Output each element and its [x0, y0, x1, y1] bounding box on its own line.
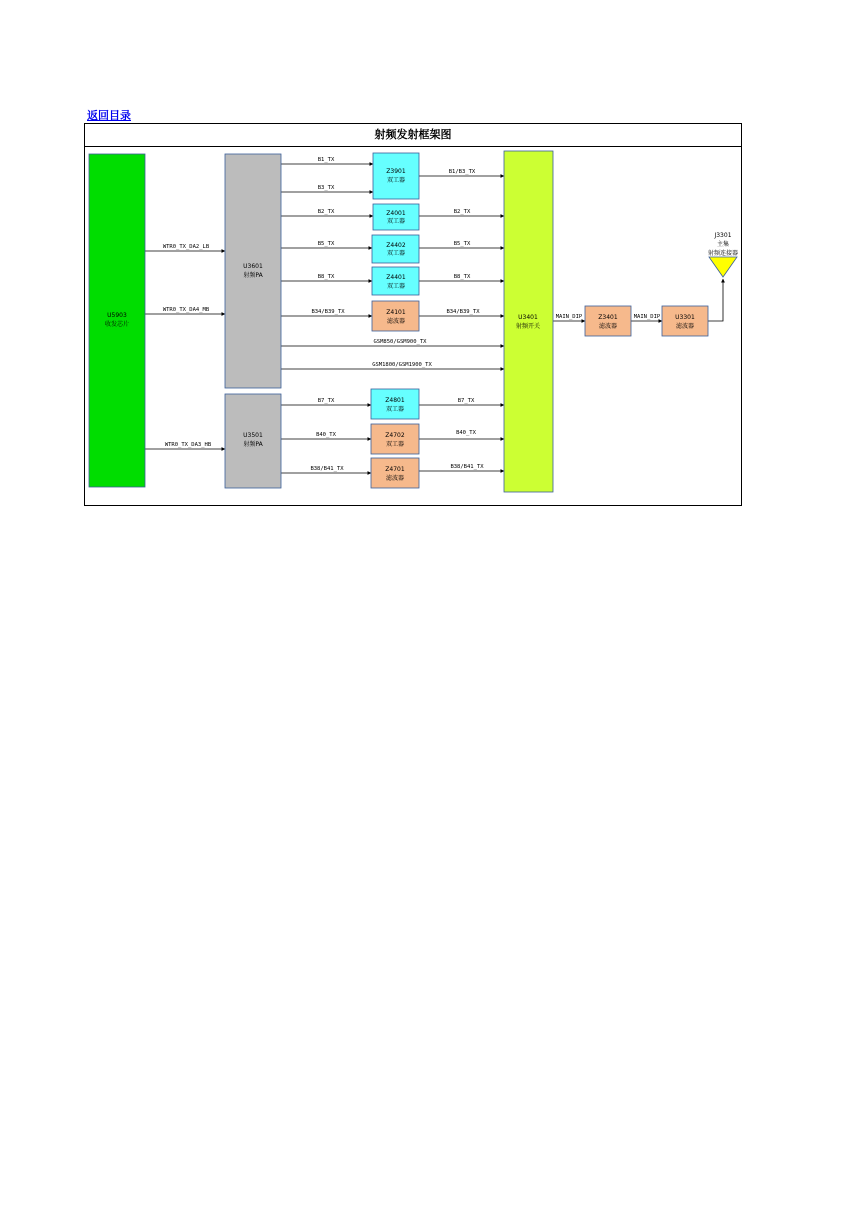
switch-name: 射频开关 — [515, 323, 541, 330]
antenna-id: J3301 — [714, 232, 732, 239]
signal-b8-tx-out: B8_TX — [453, 274, 471, 280]
signal-b3-tx: B3_TX — [317, 185, 335, 191]
z4702-name: 双工器 — [385, 441, 405, 448]
signal-b2-tx-out: B2_TX — [453, 209, 471, 215]
z3901-name: 双工器 — [386, 177, 406, 184]
switch-id: U3401 — [518, 314, 538, 321]
z4402-name: 双工器 — [386, 250, 406, 257]
transceiver-id: U5903 — [107, 312, 127, 319]
z4401-name: 双工器 — [386, 283, 406, 290]
z4101-name: 滤波器 — [386, 318, 406, 325]
z4101-id: Z4101 — [386, 309, 406, 316]
duplexer-z4702-block — [371, 424, 419, 454]
pa-u3601-name: 射频PA — [243, 272, 263, 279]
signal-b38b41-tx-out: B38/B41_TX — [450, 464, 484, 470]
back-to-contents-link[interactable]: 返回目录 — [87, 109, 131, 122]
signal-b8-tx: B8_TX — [317, 274, 335, 280]
z3901-id: Z3901 — [386, 168, 406, 175]
pa-u3501-name: 射频PA — [243, 441, 263, 448]
signal-b2-tx: B2_TX — [317, 209, 335, 215]
transceiver-name: 收发芯片 — [104, 321, 130, 328]
antenna-line2: 主集 — [716, 241, 730, 248]
u3301-name: 滤波器 — [675, 323, 695, 330]
signal-gsm1800-1900: GSM1800/GSM1900_TX — [372, 362, 432, 368]
signal-b5-tx: B5_TX — [317, 241, 335, 247]
signal-da3-hb: WTR0_TX_DA3_HB — [164, 442, 212, 448]
z4001-id: Z4001 — [386, 210, 406, 217]
signal-b1b3-tx: B1/B3_TX — [448, 169, 476, 175]
diagram-title: 射频发射框架图 — [85, 124, 741, 147]
filter-z4101-block — [372, 301, 419, 331]
z4701-name: 滤波器 — [385, 475, 405, 482]
signal-da4-mb: WTR0_TX_DA4_MB — [162, 307, 210, 313]
signal-b40-tx-out: B40_TX — [456, 430, 476, 436]
filter-z3401-block — [585, 306, 631, 336]
switch-u3401-block — [504, 151, 553, 492]
signal-b7-tx: B7_TX — [317, 398, 335, 404]
filter-z4701-block — [371, 458, 419, 488]
z4801-id: Z4801 — [385, 397, 405, 404]
line-to-antenna — [708, 279, 723, 321]
z4402-id: Z4402 — [386, 242, 406, 249]
duplexer-z4401-block — [372, 267, 419, 295]
duplexer-z3901-block — [373, 153, 419, 199]
filter-u3301-block — [662, 306, 708, 336]
antenna-icon — [709, 257, 737, 277]
z4401-id: Z4401 — [386, 274, 406, 281]
z4701-id: Z4701 — [385, 466, 405, 473]
signal-gsm850-900: GSM850/GSM900_TX — [373, 339, 427, 345]
signal-b5-tx-out: B5_TX — [453, 241, 471, 247]
pa-u3601-id: U3601 — [243, 263, 263, 270]
z3401-name: 滤波器 — [598, 323, 618, 330]
z3401-id: Z3401 — [598, 314, 618, 321]
signal-main-dip-1: MAIN_DIP — [555, 314, 583, 320]
pa-u3501-id: U3501 — [243, 432, 263, 439]
signal-main-dip-2: MAIN_DIP — [633, 314, 661, 320]
signal-b40-tx: B40_TX — [316, 432, 336, 438]
signal-b34b39-tx: B34/B39_TX — [311, 309, 345, 315]
signal-da2-lb: WTR0_TX_DA2_LB — [162, 244, 210, 250]
z4801-name: 双工器 — [385, 406, 405, 413]
duplexer-z4001-block — [373, 204, 419, 230]
signal-b7-tx-out: B7_TX — [457, 398, 475, 404]
u3301-id: U3301 — [675, 314, 695, 321]
duplexer-z4402-block — [372, 235, 419, 263]
z4001-name: 双工器 — [386, 218, 406, 225]
duplexer-z4801-block — [371, 389, 419, 419]
pa-u3601-block — [225, 154, 281, 388]
signal-b38b41-tx: B38/B41_TX — [310, 466, 344, 472]
antenna-name: 射频连接器 — [707, 250, 739, 257]
signal-b34b39-tx-out: B34/B39_TX — [446, 309, 480, 315]
z4702-id: Z4702 — [385, 432, 405, 439]
signal-b1-tx: B1_TX — [317, 157, 335, 163]
